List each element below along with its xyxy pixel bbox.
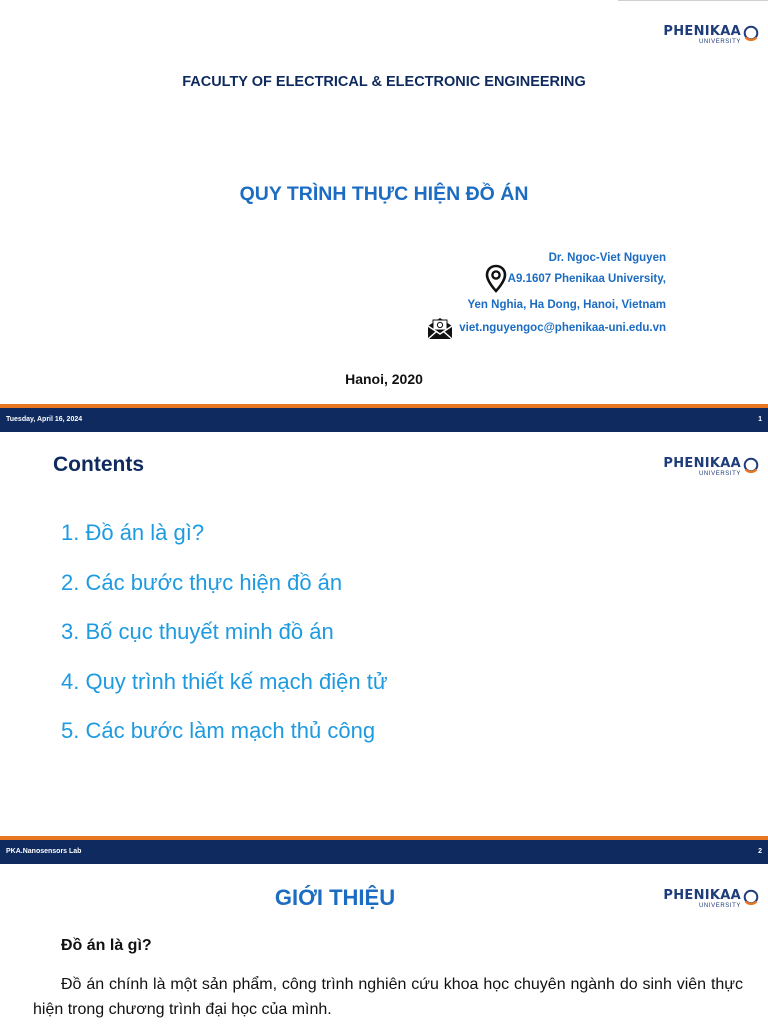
contents-list <box>61 518 388 766</box>
introduction-heading: GIỚI THIỆU <box>274 885 396 910</box>
slide-title <box>0 0 768 432</box>
faculty-heading: FACULTY OF ELECTRICAL & ELECTRONIC ENGINEERING <box>182 74 586 90</box>
contents-item[interactable]: 1. Đồ án là gì? <box>61 520 205 545</box>
slide-contents <box>0 432 768 864</box>
logo-sub: UNIVERSITY <box>698 903 741 909</box>
logo-ring-icon <box>742 888 760 906</box>
intro-paragraph: Đồ án chính là một sản phẩm, công trình nghiên cứu khoa học chuyên ngành do sinh viên thực hiện trong chương trình đại học của mình. <box>33 976 743 1018</box>
phenikaa-logo <box>663 889 760 910</box>
place-date: Hanoi, 2020 <box>345 371 423 387</box>
footer-bar <box>0 840 768 864</box>
author-name: Dr. Ngoc-Viet Nguyen <box>548 252 666 264</box>
question-heading: Đồ án là gì? <box>61 937 152 954</box>
logo-word: PHENIKAA <box>663 456 741 471</box>
logo-word: PHENIKAA <box>663 24 741 39</box>
logo-ring-icon <box>742 456 760 474</box>
footer-page-number: 2 <box>758 848 762 855</box>
phenikaa-logo <box>663 25 760 46</box>
email-row <box>426 315 666 341</box>
address-line-1: A9.1607 Phenikaa University, <box>507 273 666 285</box>
logo-sub: UNIVERSITY <box>698 471 741 477</box>
email-address[interactable]: viet.nguyengoc@phenikaa-uni.edu.vn <box>459 322 666 334</box>
contents-item[interactable]: 5. Các bước làm mạch thủ công <box>61 718 376 743</box>
footer-bar <box>0 408 768 432</box>
map-pin-icon <box>484 264 508 294</box>
logo-word: PHENIKAA <box>663 888 741 903</box>
footer-page-number: 1 <box>758 416 762 423</box>
contents-item[interactable]: 3. Bố cục thuyết minh đồ án <box>61 619 334 644</box>
phenikaa-logo <box>663 457 760 478</box>
footer-date: Tuesday, April 16, 2024 <box>6 416 83 423</box>
address-row <box>484 264 666 294</box>
slide-title-text: QUY TRÌNH THỰC HIỆN ĐỒ ÁN <box>239 183 529 205</box>
envelope-icon <box>426 315 454 341</box>
contents-heading: Contents <box>53 453 144 476</box>
address-line-2: Yen Nghia, Ha Dong, Hanoi, Vietnam <box>467 299 666 311</box>
contents-item[interactable]: 4. Quy trình thiết kế mạch điện tử <box>61 668 388 694</box>
footer-lab-name: PKA.Nanosensors Lab <box>6 848 82 855</box>
contents-item[interactable]: 2. Các bước thực hiện đồ án <box>61 569 343 595</box>
slide-introduction <box>0 864 768 1024</box>
logo-ring-icon <box>742 24 760 42</box>
logo-sub: UNIVERSITY <box>698 39 741 45</box>
logo-top-rule <box>618 0 768 1</box>
